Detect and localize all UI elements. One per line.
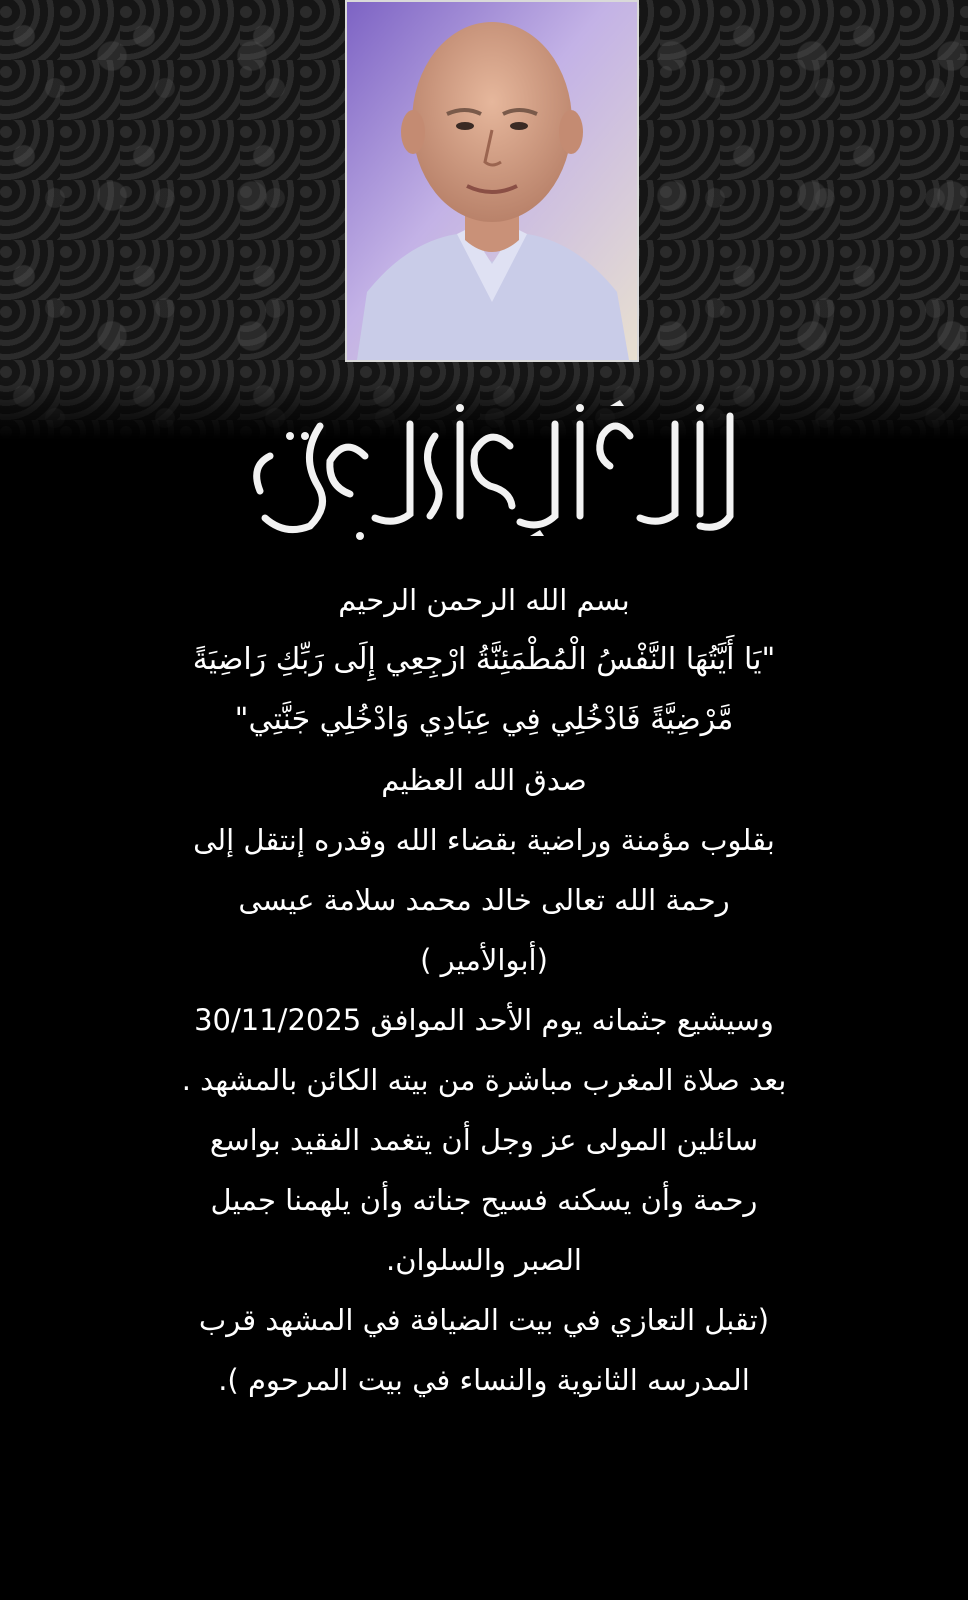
funeral-place-line: بعد صلاة المغرب مباشرة من بيته الكائن بالمشهد .	[181, 1063, 787, 1097]
prayer-line: سائلين المولى عز وجل أن يتغمد الفقيد بواسع	[209, 1123, 759, 1157]
announcement-text	[60, 570, 908, 1410]
verse-line: "يَا أَيَّتُهَا النَّفْسُ الْمُطْمَئِنَّةُ ارْجِعِي إِلَى رَبِّكِ رَاضِيَةً	[192, 642, 776, 677]
basmala: بسم الله الرحمن الرحيم	[338, 583, 630, 617]
calligraphy-verse	[230, 396, 750, 546]
deceased-name-line: رحمة الله تعالى خالد محمد سلامة عيسى	[238, 883, 730, 917]
funeral-date-line: وسيشيع جثمانه يوم الأحد الموافق 30/11/2025	[194, 1003, 774, 1037]
nickname: (أبوالأمير )	[420, 943, 548, 977]
verse-line: مَّرْضِيَّةً فَادْخُلِي فِي عِبَادِي وَادْخُلِي جَنَّتِي"	[234, 702, 734, 737]
condolence-line: المدرسه الثانوية والنساء في بيت المرحوم ).	[218, 1363, 750, 1397]
prayer-line: رحمة وأن يسكنه فسيح جناته وأن يلهمنا جميل	[210, 1183, 758, 1217]
sadaqa-line: صدق الله العظيم	[381, 763, 587, 797]
deceased-photo	[345, 0, 639, 362]
body-line: بقلوب مؤمنة وراضية بقضاء الله وقدره إنتقل إلى	[193, 823, 775, 857]
prayer-line: الصبر والسلوان.	[386, 1243, 582, 1277]
condolence-line: (تقبل التعازي في بيت الضيافة في المشهد قرب	[198, 1303, 770, 1337]
